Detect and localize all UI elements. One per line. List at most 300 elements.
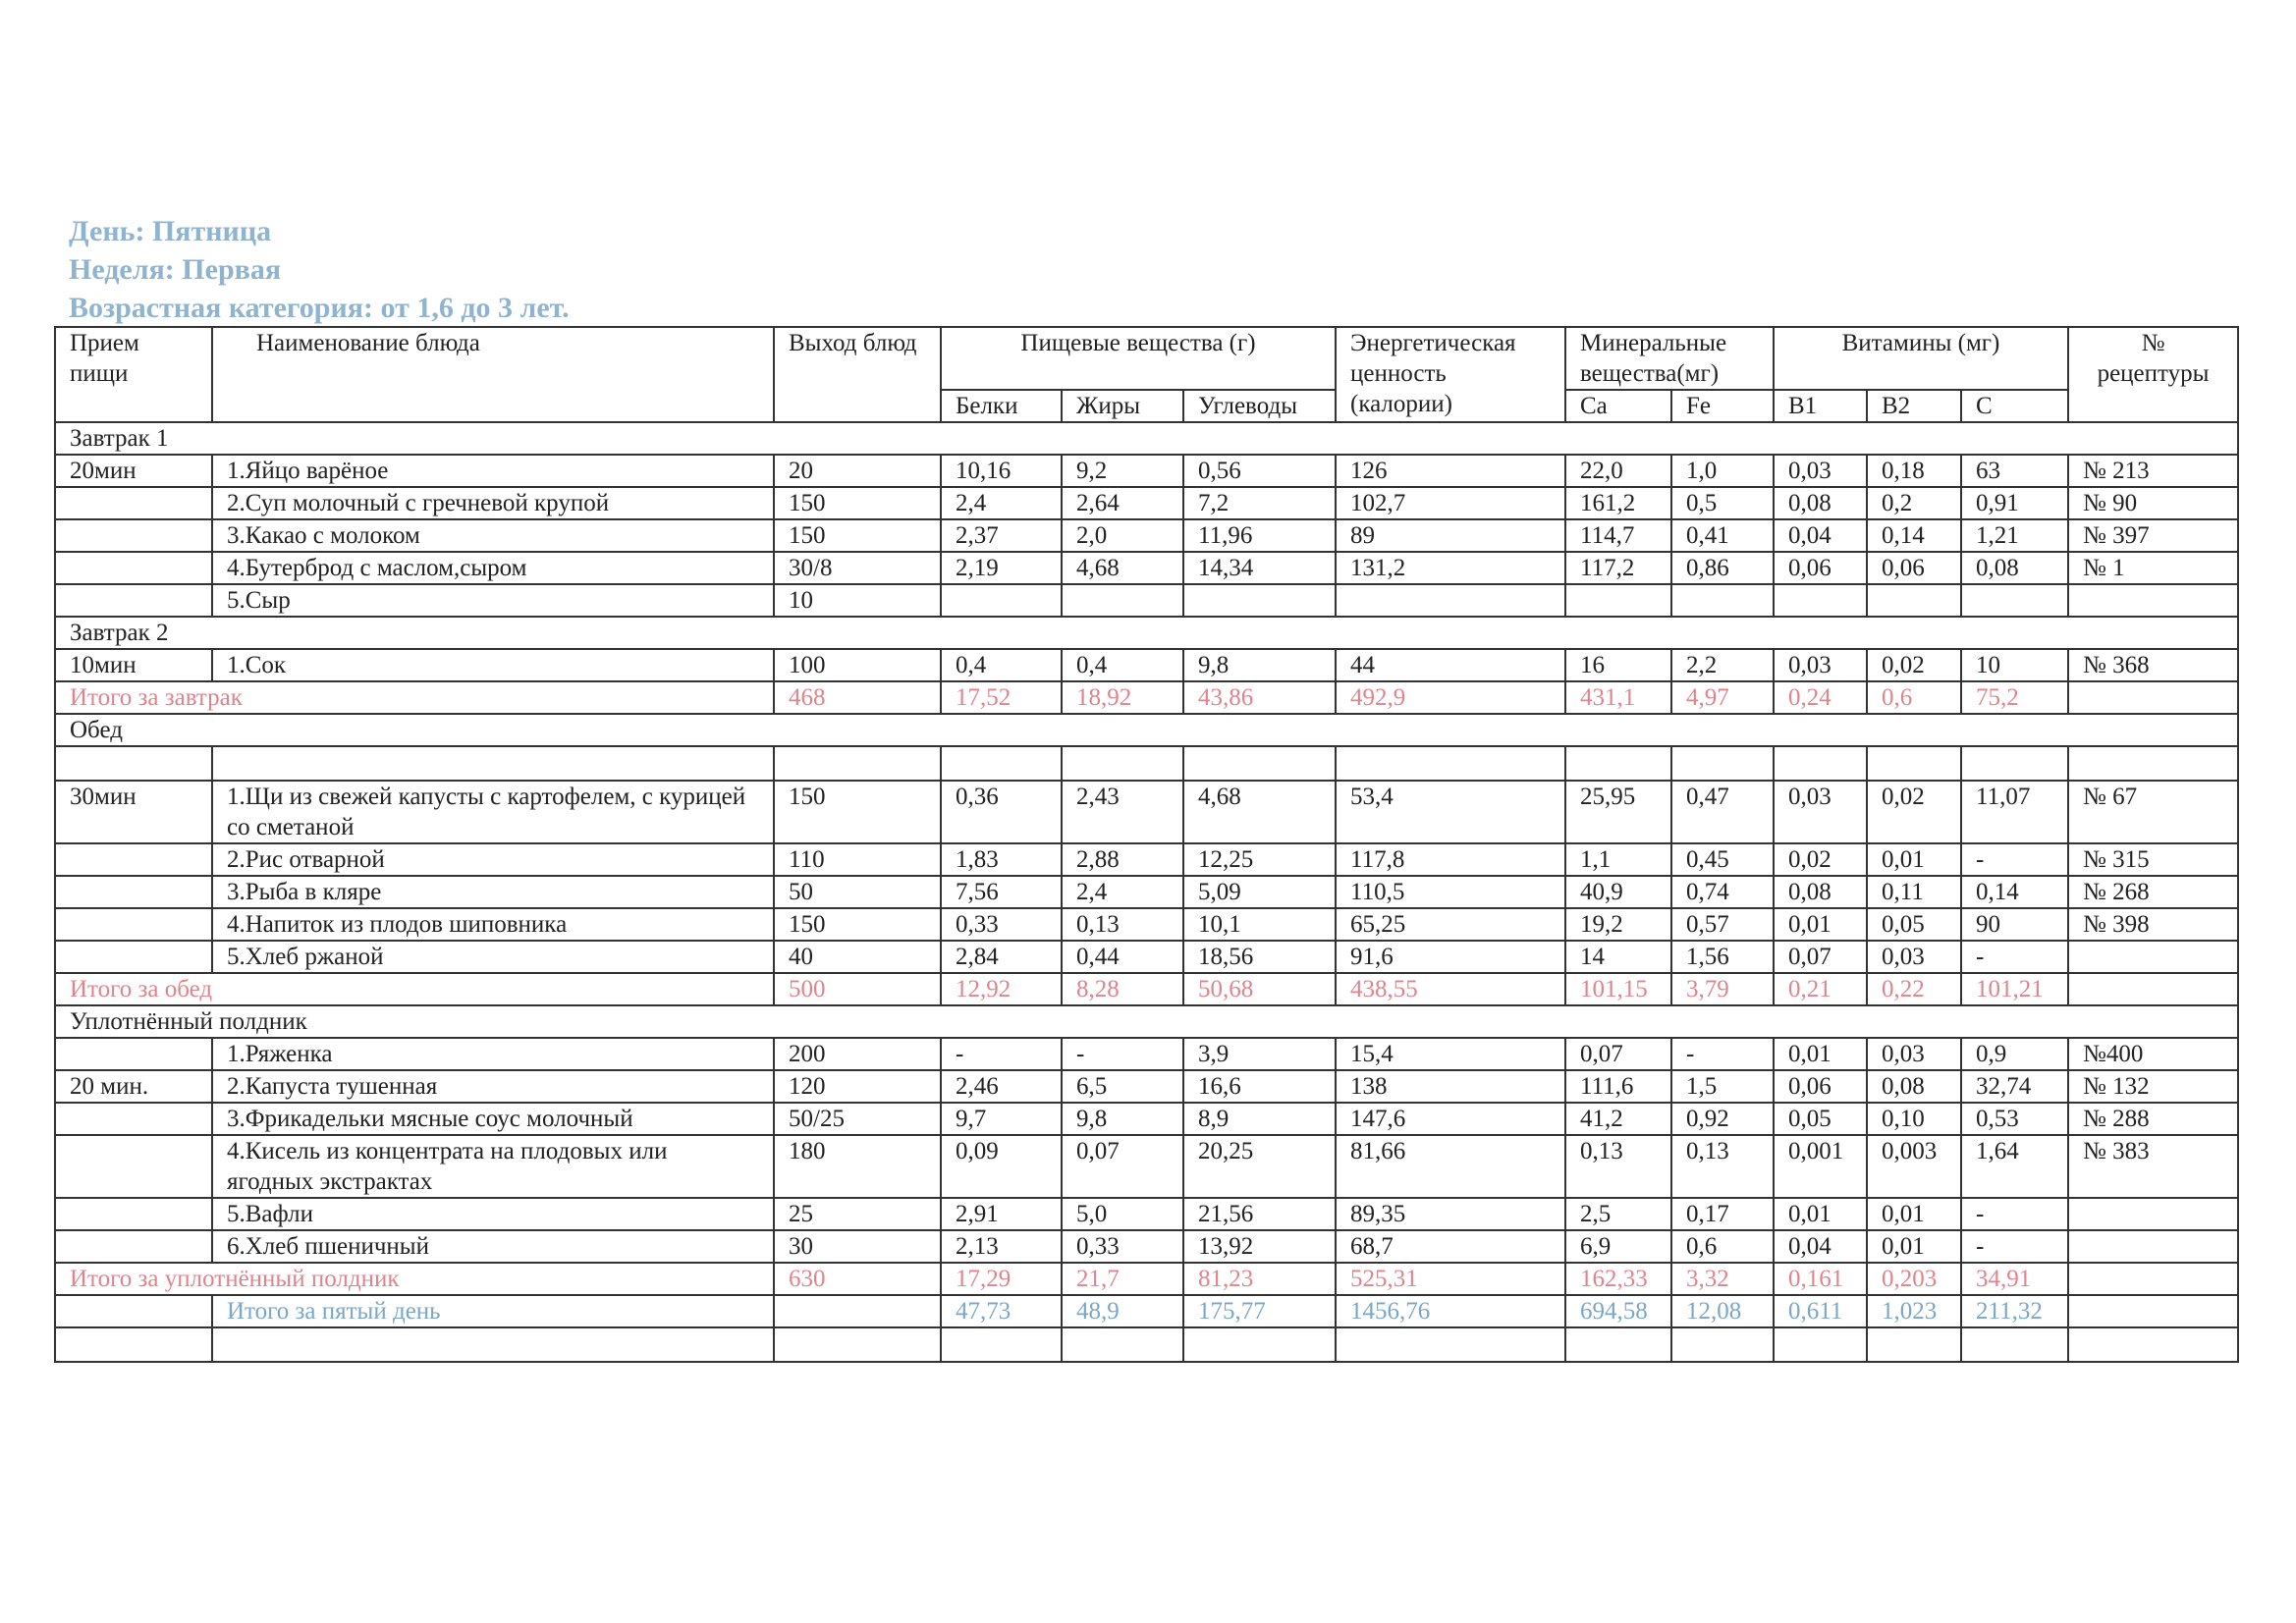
table-cell: 0,08 xyxy=(1774,487,1867,519)
table-cell: №400 xyxy=(2068,1038,2238,1070)
meal-time-cell xyxy=(55,1135,212,1198)
table-cell: 0,74 xyxy=(1671,876,1774,908)
table-cell: 110 xyxy=(774,843,941,876)
table-cell: 6,9 xyxy=(1565,1230,1671,1263)
meal-time-cell xyxy=(55,519,212,552)
meal-time-cell xyxy=(55,1103,212,1135)
table-header-row xyxy=(55,327,2238,390)
table-cell: 0,01 xyxy=(1774,1038,1867,1070)
table-cell: 2,19 xyxy=(941,552,1062,584)
table-row xyxy=(55,584,2238,617)
table-cell: 17,52 xyxy=(941,681,1062,714)
table-cell: № 132 xyxy=(2068,1070,2238,1103)
table-cell: 0,611 xyxy=(1774,1295,1867,1327)
table-cell: 7,2 xyxy=(1183,487,1336,519)
section-label: Завтрак 1 xyxy=(55,422,2238,455)
table-cell: 4,68 xyxy=(1183,781,1336,843)
col-meal-header: Прием пищи xyxy=(55,327,212,422)
table-cell: 0,47 xyxy=(1671,781,1774,843)
table-cell: 180 xyxy=(774,1135,941,1198)
table-cell: 0,01 xyxy=(1867,1230,1961,1263)
table-cell: 90 xyxy=(1961,908,2068,941)
table-cell: 32,74 xyxy=(1961,1070,2068,1103)
table-cell: 91,6 xyxy=(1336,941,1565,973)
empty-cell xyxy=(1671,1327,1774,1362)
table-cell: 0,91 xyxy=(1961,487,2068,519)
table-cell: 18,92 xyxy=(1062,681,1183,714)
table-cell: 0,08 xyxy=(1961,552,2068,584)
table-cell: 48,9 xyxy=(1062,1295,1183,1327)
table-cell: 44 xyxy=(1336,649,1565,681)
table-cell: № 368 xyxy=(2068,649,2238,681)
table-cell xyxy=(1336,584,1565,617)
table-cell xyxy=(2068,973,2238,1005)
table-cell: 110,5 xyxy=(1336,876,1565,908)
section-row xyxy=(55,714,2238,746)
table-cell: 150 xyxy=(774,519,941,552)
table-cell xyxy=(2068,1295,2238,1327)
empty-cell xyxy=(1062,746,1183,781)
table-cell: 9,8 xyxy=(1062,1103,1183,1135)
table-cell xyxy=(1671,584,1774,617)
table-cell: 162,33 xyxy=(1565,1263,1671,1295)
dish-name-cell: 1.Сок xyxy=(212,649,774,681)
table-cell: 1,56 xyxy=(1671,941,1774,973)
table-cell: 2,84 xyxy=(941,941,1062,973)
table-cell: 0,08 xyxy=(1774,876,1867,908)
col-vitamins-header: Витамины (мг) xyxy=(1774,327,2068,390)
col-nutrients-header: Пищевые вещества (г) xyxy=(941,327,1336,390)
empty-cell xyxy=(1774,746,1867,781)
table-cell: 3,32 xyxy=(1671,1263,1774,1295)
table-cell: 22,0 xyxy=(1565,455,1671,487)
table-cell xyxy=(1867,584,1961,617)
table-cell: 0,41 xyxy=(1671,519,1774,552)
table-cell: 120 xyxy=(774,1070,941,1103)
table-cell: 10,16 xyxy=(941,455,1062,487)
table-cell: 0,33 xyxy=(941,908,1062,941)
table-cell: 0,53 xyxy=(1961,1103,2068,1135)
table-cell: 0,6 xyxy=(1867,681,1961,714)
meal-time-cell xyxy=(55,1038,212,1070)
meal-time-cell xyxy=(55,487,212,519)
table-row xyxy=(55,649,2238,681)
table-cell: 5,0 xyxy=(1062,1198,1183,1230)
empty-cell xyxy=(1671,746,1774,781)
table-cell: 11,96 xyxy=(1183,519,1336,552)
total-label: Итого за уплотнённый полдник xyxy=(55,1263,774,1295)
table-cell xyxy=(774,1295,941,1327)
table-cell: 117,8 xyxy=(1336,843,1565,876)
table-cell: 89 xyxy=(1336,519,1565,552)
table-cell: 100 xyxy=(774,649,941,681)
table-cell: 1,0 xyxy=(1671,455,1774,487)
table-cell: 0,10 xyxy=(1867,1103,1961,1135)
table-cell: 0,03 xyxy=(1774,649,1867,681)
table-cell: 30 xyxy=(774,1230,941,1263)
total-row xyxy=(55,1263,2238,1295)
table-cell: 0,33 xyxy=(1062,1230,1183,1263)
table-cell: 0,06 xyxy=(1774,1070,1867,1103)
table-cell: 0,001 xyxy=(1774,1135,1867,1198)
table-cell: 0,07 xyxy=(1062,1135,1183,1198)
table-cell: 500 xyxy=(774,973,941,1005)
empty-cell xyxy=(1961,1327,2068,1362)
col-c-header: С xyxy=(1961,390,2068,422)
table-cell: 4,68 xyxy=(1062,552,1183,584)
empty-cell xyxy=(212,746,774,781)
table-cell: 102,7 xyxy=(1336,487,1565,519)
empty-cell xyxy=(1565,746,1671,781)
table-cell: 101,15 xyxy=(1565,973,1671,1005)
total-label: Итого за обед xyxy=(55,973,774,1005)
meal-time-cell: 10мин xyxy=(55,649,212,681)
table-cell: № 315 xyxy=(2068,843,2238,876)
table-row xyxy=(55,1198,2238,1230)
table-cell: 1,21 xyxy=(1961,519,2068,552)
table-cell: 0,13 xyxy=(1062,908,1183,941)
col-ca-header: Ca xyxy=(1565,390,1671,422)
table-row xyxy=(55,1135,2238,1198)
table-cell: 15,4 xyxy=(1336,1038,1565,1070)
table-cell: № 288 xyxy=(2068,1103,2238,1135)
table-row xyxy=(55,941,2238,973)
col-minerals-header: Минеральные вещества(мг) xyxy=(1565,327,1774,390)
table-cell: - xyxy=(1671,1038,1774,1070)
table-cell: 0,06 xyxy=(1867,552,1961,584)
table-cell xyxy=(2068,584,2238,617)
table-cell: 0,17 xyxy=(1671,1198,1774,1230)
meal-time-cell: 30мин xyxy=(55,781,212,843)
table-cell: 0,03 xyxy=(1774,781,1867,843)
table-cell: 0,4 xyxy=(1062,649,1183,681)
table-cell: № 1 xyxy=(2068,552,2238,584)
meal-time-cell xyxy=(55,552,212,584)
table-cell: 0,03 xyxy=(1867,941,1961,973)
col-fe-header: Fe xyxy=(1671,390,1774,422)
table-cell: 0,04 xyxy=(1774,1230,1867,1263)
empty-row xyxy=(55,1327,2238,1362)
table-cell xyxy=(1961,584,2068,617)
table-cell: 1,023 xyxy=(1867,1295,1961,1327)
empty-cell xyxy=(1867,1327,1961,1362)
table-cell: 0,003 xyxy=(1867,1135,1961,1198)
table-cell: 0,02 xyxy=(1867,649,1961,681)
empty-cell xyxy=(2068,1327,2238,1362)
table-cell: 50/25 xyxy=(774,1103,941,1135)
table-cell: 630 xyxy=(774,1263,941,1295)
table-cell: 6,5 xyxy=(1062,1070,1183,1103)
dish-name-cell: 4.Напиток из плодов шиповника xyxy=(212,908,774,941)
table-cell: 81,23 xyxy=(1183,1263,1336,1295)
table-cell: 1,64 xyxy=(1961,1135,2068,1198)
col-carbs-header: Углеводы xyxy=(1183,390,1336,422)
empty-cell xyxy=(55,1327,212,1362)
table-cell: 2,4 xyxy=(941,487,1062,519)
empty-cell xyxy=(212,1327,774,1362)
document-header xyxy=(69,212,570,327)
dish-name-cell: 6.Хлеб пшеничный xyxy=(212,1230,774,1263)
table-cell: 101,21 xyxy=(1961,973,2068,1005)
table-cell: 9,7 xyxy=(941,1103,1062,1135)
table-cell: 111,6 xyxy=(1565,1070,1671,1103)
table-cell: 16 xyxy=(1565,649,1671,681)
table-row xyxy=(55,455,2238,487)
table-cell: 1456,76 xyxy=(1336,1295,1565,1327)
meal-time-cell xyxy=(55,876,212,908)
total-row xyxy=(55,681,2238,714)
table-cell: 431,1 xyxy=(1565,681,1671,714)
dish-name-cell: 2.Рис отварной xyxy=(212,843,774,876)
dish-name-cell: 4.Кисель из концентрата на плодовых или ягодных экстрактах xyxy=(212,1135,774,1198)
table-cell: 468 xyxy=(774,681,941,714)
section-row xyxy=(55,422,2238,455)
table-cell: 2,64 xyxy=(1062,487,1183,519)
empty-row xyxy=(55,746,2238,781)
dish-name-cell: 3.Какао с молоком xyxy=(212,519,774,552)
table-cell: 0,01 xyxy=(1774,1198,1867,1230)
table-row xyxy=(55,552,2238,584)
table-cell xyxy=(1565,584,1671,617)
total-row xyxy=(55,973,2238,1005)
table-cell: 25 xyxy=(774,1198,941,1230)
table-cell: 131,2 xyxy=(1336,552,1565,584)
table-cell: 25,95 xyxy=(1565,781,1671,843)
table-cell: 0,01 xyxy=(1867,843,1961,876)
table-cell: 0,14 xyxy=(1961,876,2068,908)
meal-time-cell xyxy=(55,941,212,973)
empty-cell xyxy=(2068,746,2238,781)
table-cell: 0,14 xyxy=(1867,519,1961,552)
table-cell: - xyxy=(1961,843,2068,876)
table-cell: 21,7 xyxy=(1062,1263,1183,1295)
dish-name-cell: 2.Суп молочный с гречневой крупой xyxy=(212,487,774,519)
table-cell: № 398 xyxy=(2068,908,2238,941)
table-cell: 14,34 xyxy=(1183,552,1336,584)
table-cell: 0,56 xyxy=(1183,455,1336,487)
table-cell: 0,4 xyxy=(941,649,1062,681)
table-cell xyxy=(2068,681,2238,714)
table-cell: 0,03 xyxy=(1774,455,1867,487)
table-cell: - xyxy=(1961,1198,2068,1230)
table-cell: 0,22 xyxy=(1867,973,1961,1005)
dish-name-cell: 1.Яйцо варёное xyxy=(212,455,774,487)
table-cell: 438,55 xyxy=(1336,973,1565,1005)
table-cell: 1,1 xyxy=(1565,843,1671,876)
empty-cell xyxy=(1565,1327,1671,1362)
table-cell: 21,56 xyxy=(1183,1198,1336,1230)
dish-name-cell: 1.Щи из свежей капусты с картофелем, с курицей со сметаной xyxy=(212,781,774,843)
empty-cell xyxy=(941,746,1062,781)
section-label: Уплотнённый полдник xyxy=(55,1005,2238,1038)
table-row xyxy=(55,876,2238,908)
table-cell: 0,92 xyxy=(1671,1103,1774,1135)
table-cell xyxy=(2068,1198,2238,1230)
table-cell: 2,43 xyxy=(1062,781,1183,843)
dish-name-cell: 4.Бутерброд с маслом,сыром xyxy=(212,552,774,584)
table-cell: 0,203 xyxy=(1867,1263,1961,1295)
table-cell: - xyxy=(1961,941,2068,973)
table-cell: 10,1 xyxy=(1183,908,1336,941)
table-cell: 0,11 xyxy=(1867,876,1961,908)
table-row xyxy=(55,843,2238,876)
table-cell: 0,36 xyxy=(941,781,1062,843)
table-cell: 2,4 xyxy=(1062,876,1183,908)
table-cell: 63 xyxy=(1961,455,2068,487)
table-cell: 9,2 xyxy=(1062,455,1183,487)
table-cell: 13,92 xyxy=(1183,1230,1336,1263)
table-cell: 200 xyxy=(774,1038,941,1070)
table-cell: 0,13 xyxy=(1671,1135,1774,1198)
section-label: Завтрак 2 xyxy=(55,617,2238,649)
table-cell: 16,6 xyxy=(1183,1070,1336,1103)
table-cell: 150 xyxy=(774,781,941,843)
table-cell: 75,2 xyxy=(1961,681,2068,714)
table-cell: 43,86 xyxy=(1183,681,1336,714)
table-cell: 47,73 xyxy=(941,1295,1062,1327)
table-cell: 0,21 xyxy=(1774,973,1867,1005)
table-cell: 0,13 xyxy=(1565,1135,1671,1198)
empty-cell xyxy=(1774,1327,1867,1362)
table-cell xyxy=(1183,584,1336,617)
table-cell: 161,2 xyxy=(1565,487,1671,519)
dish-name-cell: Итого за пятый день xyxy=(212,1295,774,1327)
meal-time-cell: 20мин xyxy=(55,455,212,487)
table-row xyxy=(55,1038,2238,1070)
menu-table xyxy=(54,326,2239,1363)
meal-time-cell: 20 мин. xyxy=(55,1070,212,1103)
table-cell: 12,25 xyxy=(1183,843,1336,876)
table-cell: 0,2 xyxy=(1867,487,1961,519)
table-cell: 34,91 xyxy=(1961,1263,2068,1295)
table-cell: 12,08 xyxy=(1671,1295,1774,1327)
table-cell: 20 xyxy=(774,455,941,487)
section-label: Обед xyxy=(55,714,2238,746)
dish-name-cell: 2.Капуста тушенная xyxy=(212,1070,774,1103)
table-cell: 3,9 xyxy=(1183,1038,1336,1070)
section-row xyxy=(55,617,2238,649)
table-cell: 1,83 xyxy=(941,843,1062,876)
table-cell: 40,9 xyxy=(1565,876,1671,908)
table-cell: 50,68 xyxy=(1183,973,1336,1005)
table-cell: 0,45 xyxy=(1671,843,1774,876)
table-cell: 17,29 xyxy=(941,1263,1062,1295)
col-output-header: Выход блюд xyxy=(774,327,941,422)
table-cell: 0,01 xyxy=(1774,908,1867,941)
table-cell: 2,88 xyxy=(1062,843,1183,876)
table-cell: 41,2 xyxy=(1565,1103,1671,1135)
table-cell: 492,9 xyxy=(1336,681,1565,714)
age-category-label: Возрастная категория: от 1,6 до 3 лет. xyxy=(69,292,570,324)
table-cell: 0,08 xyxy=(1867,1070,1961,1103)
table-cell: 2,37 xyxy=(941,519,1062,552)
table-cell: 525,31 xyxy=(1336,1263,1565,1295)
meal-time-cell xyxy=(55,1230,212,1263)
table-cell: 1,5 xyxy=(1671,1070,1774,1103)
table-cell: 10 xyxy=(1961,649,2068,681)
table-cell: 3,79 xyxy=(1671,973,1774,1005)
meal-time-cell xyxy=(55,1295,212,1327)
table-cell: 65,25 xyxy=(1336,908,1565,941)
table-cell: 0,18 xyxy=(1867,455,1961,487)
total-label: Итого за завтрак xyxy=(55,681,774,714)
table-cell: 12,92 xyxy=(941,973,1062,1005)
col-energy-header: Энергетическая ценность (калории) xyxy=(1336,327,1565,422)
table-cell: 2,46 xyxy=(941,1070,1062,1103)
table-cell xyxy=(2068,1263,2238,1295)
table-cell xyxy=(1062,584,1183,617)
dish-name-cell: 3.Фрикадельки мясные соус молочный xyxy=(212,1103,774,1135)
table-cell xyxy=(1774,584,1867,617)
dish-name-cell: 5.Сыр xyxy=(212,584,774,617)
empty-cell xyxy=(774,746,941,781)
table-cell: - xyxy=(1961,1230,2068,1263)
table-cell: № 268 xyxy=(2068,876,2238,908)
table-cell: 7,56 xyxy=(941,876,1062,908)
empty-cell xyxy=(1183,746,1336,781)
table-cell: 53,4 xyxy=(1336,781,1565,843)
table-cell: 126 xyxy=(1336,455,1565,487)
table-cell: 81,66 xyxy=(1336,1135,1565,1198)
empty-cell xyxy=(1867,746,1961,781)
empty-cell xyxy=(1336,746,1565,781)
table-cell: 20,25 xyxy=(1183,1135,1336,1198)
table-cell: 50 xyxy=(774,876,941,908)
grand-total-row xyxy=(55,1295,2238,1327)
table-cell: № 90 xyxy=(2068,487,2238,519)
table-body xyxy=(55,422,2238,1362)
table-cell: 0,9 xyxy=(1961,1038,2068,1070)
table-cell: 0,44 xyxy=(1062,941,1183,973)
table-cell: 9,8 xyxy=(1183,649,1336,681)
table-cell: 5,09 xyxy=(1183,876,1336,908)
table-cell: 0,07 xyxy=(1565,1038,1671,1070)
table-cell xyxy=(2068,1230,2238,1263)
table-cell: 0,57 xyxy=(1671,908,1774,941)
table-cell: № 383 xyxy=(2068,1135,2238,1198)
table-cell: 0,86 xyxy=(1671,552,1774,584)
empty-cell xyxy=(1336,1327,1565,1362)
empty-cell xyxy=(55,746,212,781)
table-cell: 0,07 xyxy=(1774,941,1867,973)
table-cell: 211,32 xyxy=(1961,1295,2068,1327)
table-row xyxy=(55,1070,2238,1103)
table-row xyxy=(55,781,2238,843)
table-cell: 694,58 xyxy=(1565,1295,1671,1327)
table-cell: 14 xyxy=(1565,941,1671,973)
table-cell xyxy=(941,584,1062,617)
table-cell: 11,07 xyxy=(1961,781,2068,843)
table-cell: 68,7 xyxy=(1336,1230,1565,1263)
table-cell: 4,97 xyxy=(1671,681,1774,714)
table-cell: 0,161 xyxy=(1774,1263,1867,1295)
table-cell: № 67 xyxy=(2068,781,2238,843)
empty-cell xyxy=(1062,1327,1183,1362)
table-cell: 10 xyxy=(774,584,941,617)
table-cell: 2,2 xyxy=(1671,649,1774,681)
col-b2-header: В2 xyxy=(1867,390,1961,422)
day-label: День: Пятница xyxy=(69,215,272,247)
week-label: Неделя: Первая xyxy=(69,253,282,286)
dish-name-cell: 3.Рыба в кляре xyxy=(212,876,774,908)
table-cell: 8,28 xyxy=(1062,973,1183,1005)
table-cell: 0,24 xyxy=(1774,681,1867,714)
table-cell: 40 xyxy=(774,941,941,973)
col-recipe-header: № рецептуры xyxy=(2068,327,2238,422)
table-cell: 19,2 xyxy=(1565,908,1671,941)
col-fat-header: Жиры xyxy=(1062,390,1183,422)
table-cell: 0,02 xyxy=(1774,843,1867,876)
